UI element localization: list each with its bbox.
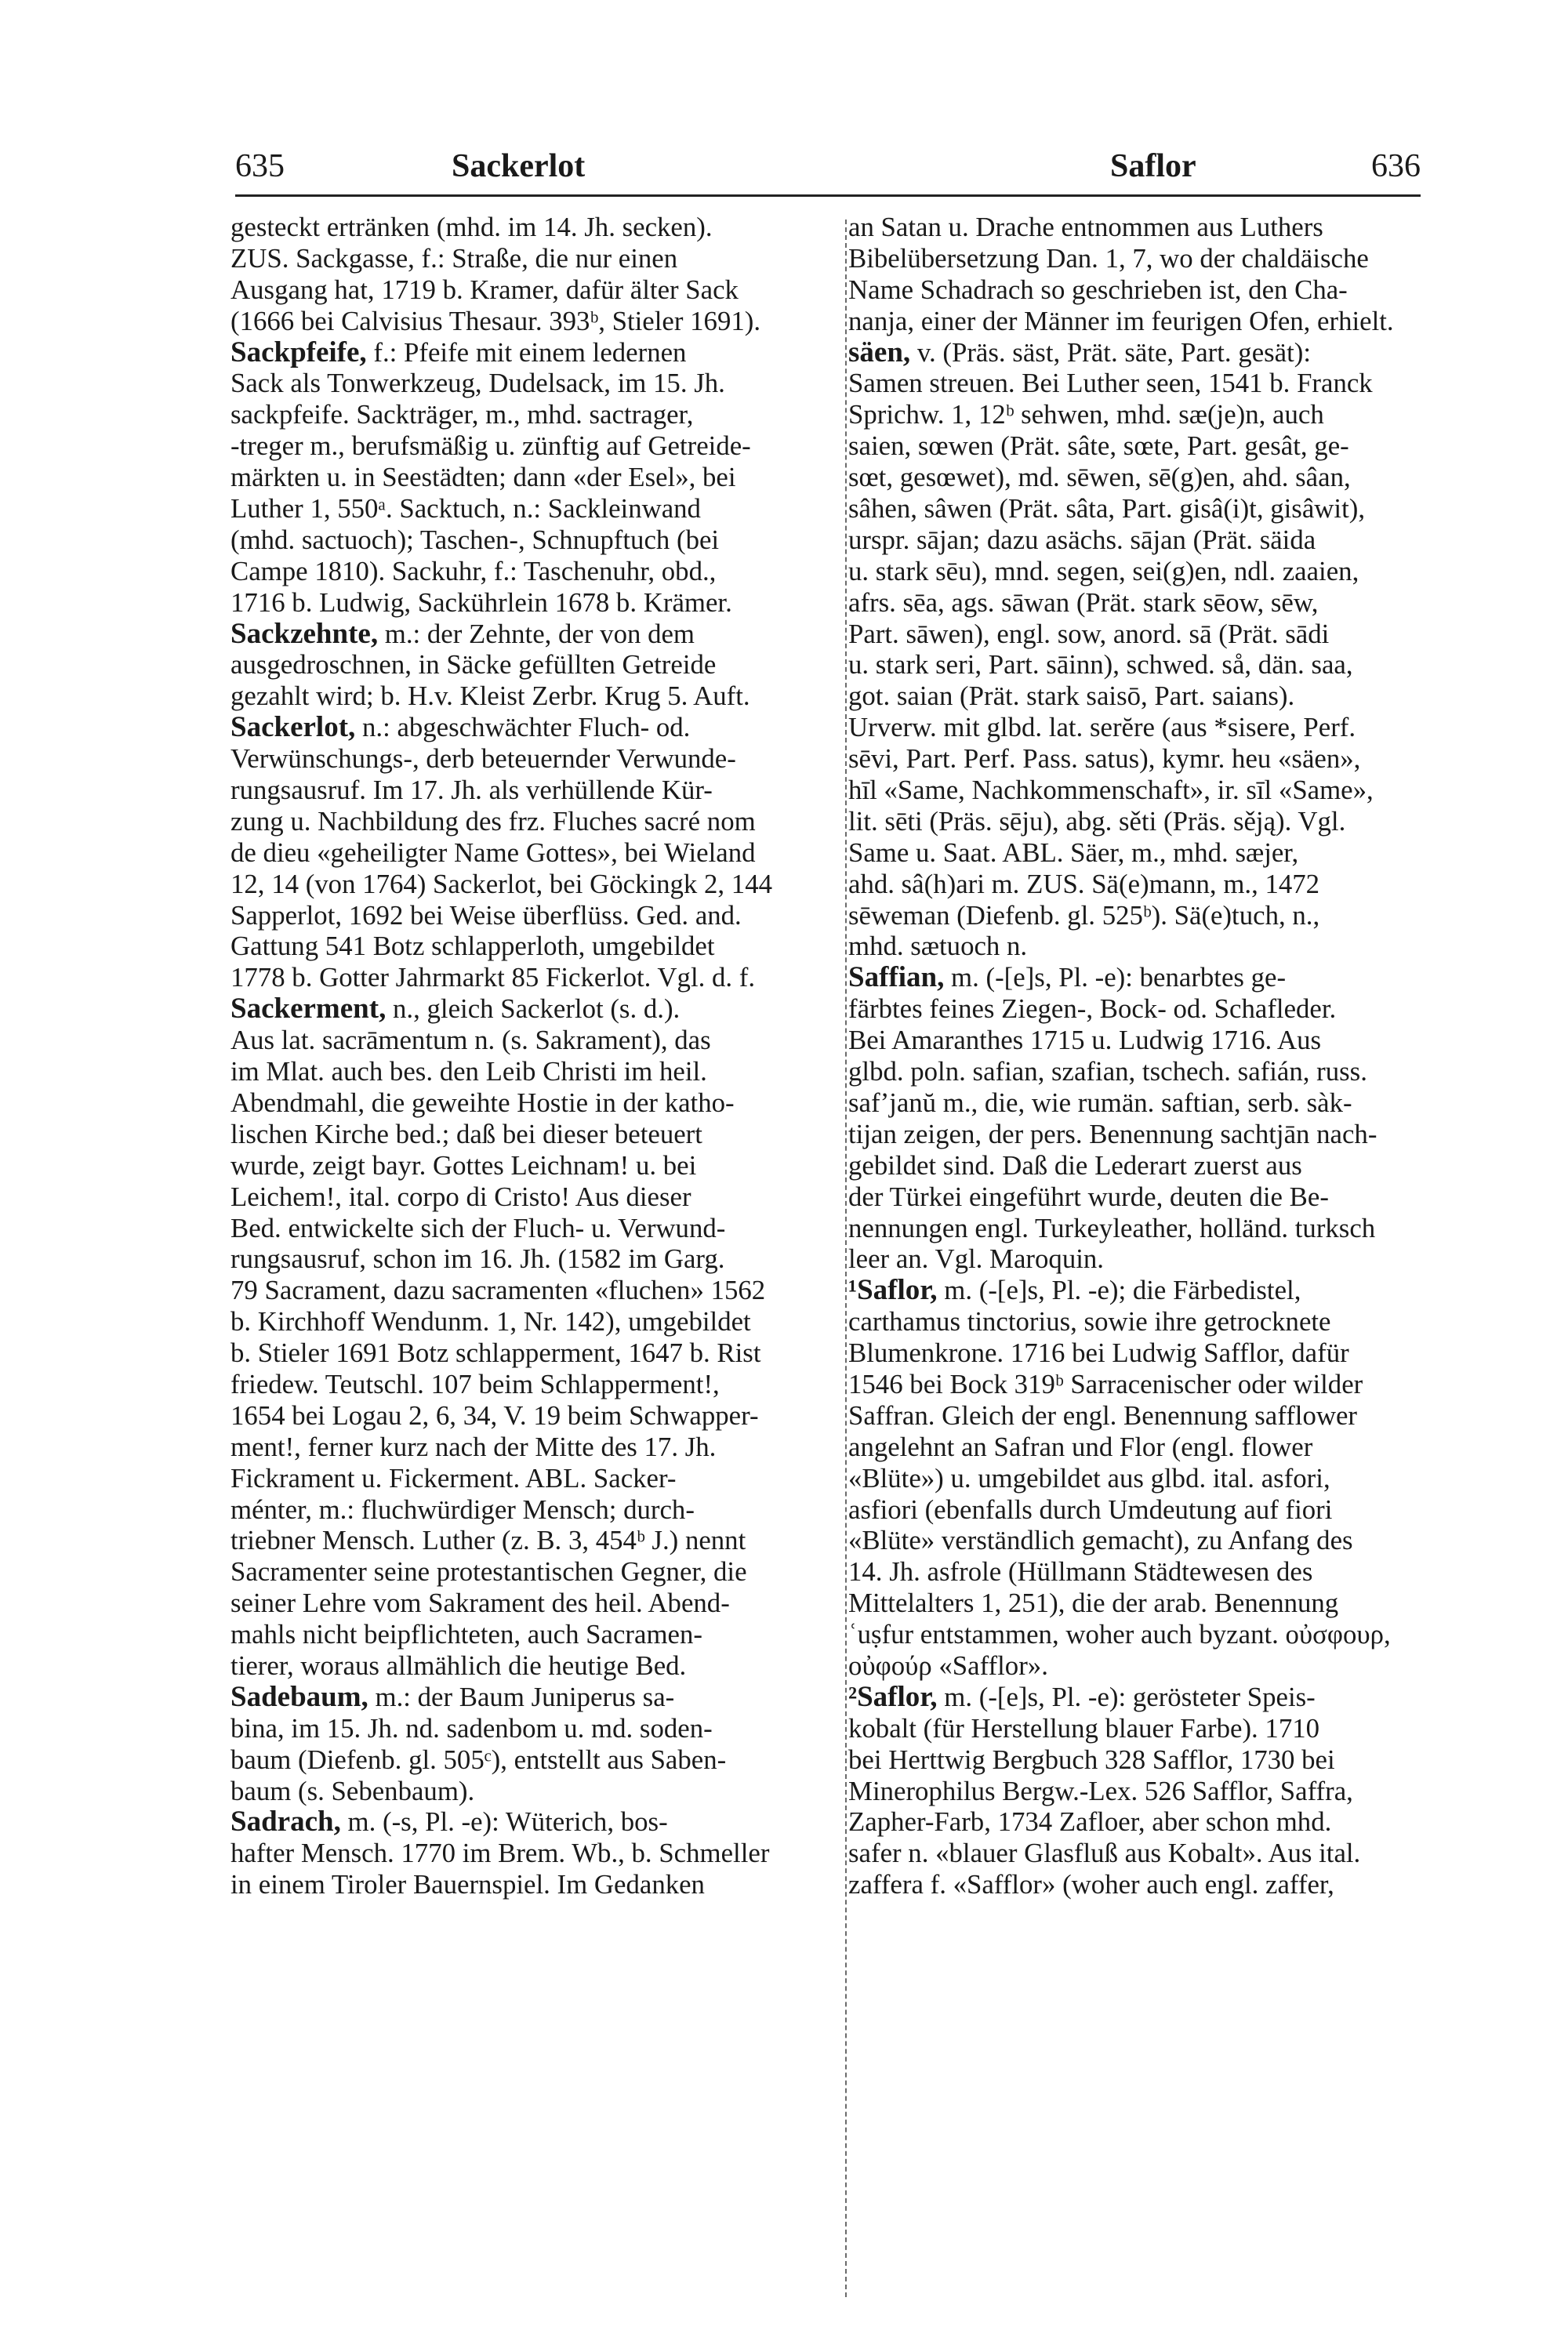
text-line: Luther 1, 550ᵃ. Sacktuch, n.: Sackleinwand [230,493,701,524]
text-line: carthamus tinctorius, sowie ihre getrocknete [848,1306,1331,1338]
text-line: zaffera f. «Safflor» (woher auch engl. zaffer, [848,1869,1334,1900]
text-line: hīl «Same, Nachkommenschaft», ir. sīl «Same», [848,775,1374,806]
running-header [235,147,1421,194]
text-line: färbtes feines Ziegen-, Bock- od. Schafleder. [848,993,1337,1025]
text-line: Aus lat. sacrāmentum n. (s. Sakrament), das [230,1025,711,1056]
text-line: Urverw. mit glbd. lat. serĕre (aus *sisere, Perf. [848,712,1356,743]
text-line: Ausgang hat, 1719 b. Kramer, dafür älter Sack [230,274,739,305]
text-line: gezahlt wird; b. H.v. Kleist Zerbr. Krug 5. Auft. [230,681,750,712]
text-line: ahd. sâ(h)ari m. ZUS. Sä(e)mann, m., 1472 [848,868,1320,899]
text-line: im Mlat. auch bes. den Leib Christi im heil. [230,1056,707,1087]
text-line: tijan zeigen, der pers. Benennung sachtjān nach- [848,1118,1377,1149]
text-line: Part. sāwen), engl. sow, anord. sā (Prät. sādi [848,618,1330,649]
text-line: säen, v. (Präs. säst, Prät. säte, Part. gesät): [848,336,1312,368]
text-line: baum (s. Sebenbaum). [230,1775,475,1806]
text-line: ¹Saflor, m. (-[e]s, Pl. -e); die Färbedistel, [848,1274,1301,1307]
text-line: u. stark sēu), mnd. segen, sei(g)en, ndl. zaaien, [848,555,1359,586]
text-line: 1778 b. Gotter Jahrmarkt 85 Fickerlot. Vgl. d. f. [230,962,756,993]
text-line: -treger m., berufsmäßig u. zünftig auf Getreide- [230,430,751,462]
text-line: Verwünschungs-, derb beteuernder Verwunde- [230,743,736,775]
left-column [230,212,844,2321]
text-line: tierer, woraus allmählich die heutige Bed. [230,1650,687,1681]
text-line: saien, sœwen (Prät. sâte, sœte, Part. gesât, ge- [848,430,1349,462]
text-line: rungsausruf, schon im 16. Jh. (1582 im Garg. [230,1243,725,1275]
text-line: Sackzehnte, m.: der Zehnte, der von dem [230,617,695,650]
header-rule [235,194,1421,197]
text-line: 79 Sacrament, dazu sacramenten «fluchen» 1562 [230,1275,766,1306]
text-line: afrs. sēa, ags. sāwan (Prät. stark sēow, sēw, [848,586,1319,618]
text-line: sēweman (Diefenb. gl. 525ᵇ). Sä(e)tuch, n., [848,899,1320,931]
text-line: kobalt (für Herstellung blauer Farbe). 1710 [848,1712,1320,1744]
text-line: de dieu «geheiligter Name Gottes», bei Wieland [230,837,756,868]
text-line: rungsausruf. Im 17. Jh. als verhüllende Kür- [230,775,713,806]
text-line: an Satan u. Drache entnommen aus Luthers [848,212,1323,242]
text-line: Sprichw. 1, 12ᵇ sehwen, mhd. sæ(je)n, auch [848,399,1324,430]
text-line: Sackpfeife, f.: Pfeife mit einem ledernen [230,336,687,368]
text-line: Zapher-Farb, 1734 Zafloer, aber schon mhd. [848,1806,1332,1838]
text-line: lit. sēti (Präs. sēju), abg. sěti (Präs. sěją). Vgl. [848,805,1346,837]
text-line: bei Herttwig Bergbuch 328 Safflor, 1730 bei [848,1744,1335,1775]
text-line: Saffian, m. (-[e]s, Pl. -e): benarbtes ge- [848,961,1287,994]
text-line: Bei Amaranthes 1715 u. Ludwig 1716. Aus [848,1025,1322,1056]
text-line: urspr. sājan; dazu asächs. sājan (Prät. säida [848,524,1316,555]
text-line: ʿuṣfur entstammen, woher auch byzant. οὐσφουρ, [848,1619,1391,1650]
text-line: 1546 bei Bock 319ᵇ Sarracenischer oder wilder [848,1368,1363,1399]
text-line: Sapperlot, 1692 bei Weise überflüss. Ged. and. [230,899,742,931]
text-line: (1666 bei Calvisius Thesaur. 393ᵇ, Stieler 1691). [230,305,761,336]
text-line: Sack als Tonwerkzeug, Dudelsack, im 15. Jh. [230,368,725,399]
text-line: angelehnt an Safran und Flor (engl. flower [848,1431,1313,1462]
text-line: b. Kirchhoff Wendunm. 1, Nr. 142), umgebildet [230,1306,751,1338]
guide-word-left: Sackerlot [452,148,586,184]
text-line: ausgedroschnen, in Säcke gefüllten Getreide [230,649,717,681]
text-line: Mittelalters 1, 251), die der arab. Benennung [848,1588,1339,1619]
text-line: sēvi, Part. Perf. Pass. satus), kymr. heu «säen», [848,743,1361,775]
text-line: Blumenkrone. 1716 bei Ludwig Safflor, dafür [848,1338,1349,1369]
text-line: ZUS. Sackgasse, f.: Straße, die nur einen [230,242,678,274]
text-line: Bibelübersetzung Dan. 1, 7, wo der chaldäische [848,242,1369,274]
text-line: mahls nicht beipflichteten, auch Sacramen- [230,1619,702,1650]
text-line: seiner Lehre vom Sakrament des heil. Abend- [230,1588,730,1619]
text-line: Minerophilus Bergw.-Lex. 526 Safflor, Saffra, [848,1775,1353,1806]
text-line: ²Saflor, m. (-[e]s, Pl. -e): gerösteter Speis- [848,1680,1316,1713]
text-line: Saffran. Gleich der engl. Benennung safflower [848,1399,1358,1431]
text-line: Campe 1810). Sackuhr, f.: Taschenuhr, obd., [230,555,717,586]
text-line: hafter Mensch. 1770 im Brem. Wb., b. Schmeller [230,1838,770,1869]
text-line: märkten u. in Seestädten; dann «der Esel», bei [230,462,736,493]
text-line: Sadebaum, m.: der Baum Juniperus sa- [230,1680,675,1713]
text-line: Fickrament u. Fickerment. ABL. Sacker- [230,1462,677,1494]
text-line: lischen Kirche bed.; daß bei dieser beteuert [230,1118,702,1149]
text-line: ment!, ferner kurz nach der Mitte des 17. Jh. [230,1431,717,1462]
text-line: sœt, gesœwet), md. sēwen, sē(g)en, ahd. sâan, [848,462,1351,493]
text-line: Leichem!, ital. corpo di Cristo! Aus dieser [230,1181,691,1212]
text-line: zung u. Nachbildung des frz. Fluches sacré nom [230,805,756,837]
text-line: gesteckt ertränken (mhd. im 14. Jh. secken). [230,212,713,242]
text-line: mhd. sætuoch n. [848,931,1028,962]
text-line: Bed. entwickelte sich der Fluch- u. Verwund- [230,1212,726,1243]
text-line: der Türkei eingeführt wurde, deuten die Be- [848,1181,1329,1212]
text-line: leer an. Vgl. Maroquin. [848,1243,1104,1275]
text-line: ménter, m.: fluchwürdiger Mensch; durch- [230,1494,695,1525]
page-number-right: 636 [1371,148,1421,184]
text-line: Samen streuen. Bei Luther seen, 1541 b. Franck [848,368,1373,399]
text-line: «Blüte» verständlich gemacht), zu Anfang des [848,1525,1353,1556]
text-line: Gattung 541 Botz schlapperloth, umgebildet [230,931,715,962]
text-line: Sacramenter seine protestantischen Gegner, die [230,1556,747,1588]
text-line: bina, im 15. Jh. nd. sadenbom u. md. soden- [230,1712,713,1744]
text-line: οὐφούρ «Safflor». [848,1650,1048,1681]
text-line: triebner Mensch. Luther (z. B. 3, 454ᵇ J.) nennt [230,1525,746,1556]
text-line: in einem Tiroler Bauernspiel. Im Gedanken [230,1869,705,1900]
page-number-left: 635 [235,148,285,184]
text-line: got. saian (Prät. stark saisō, Part. saians). [848,681,1295,712]
text-line: friedew. Teutschl. 107 beim Schlapperment!, [230,1368,720,1399]
text-line: nennungen engl. Turkeyleather, holländ. turksch [848,1212,1376,1243]
guide-word-right: Saflor [1110,148,1196,184]
text-line: baum (Diefenb. gl. 505ᶜ), entstellt aus Saben- [230,1744,727,1775]
text-line: Name Schadrach so geschrieben ist, den Cha- [848,274,1348,305]
text-line: b. Stieler 1691 Botz schlapperment, 1647 b. Rist [230,1338,761,1369]
text-line: (mhd. sactuoch); Taschen-, Schnupftuch (bei [230,524,720,555]
text-line: Sadrach, m. (-s, Pl. -e): Wüterich, bos- [230,1806,668,1838]
text-line: safer n. «blauer Glasfluß aus Kobalt». Aus ital. [848,1838,1361,1869]
text-line: 12, 14 (von 1764) Sackerlot, bei Göckingk 2, 144 [230,868,772,899]
text-line: glbd. poln. safian, szafian, tschech. safián, russ. [848,1056,1367,1087]
text-line: gebildet sind. Daß die Lederart zuerst aus [848,1149,1302,1181]
text-line: u. stark seri, Part. sāinn), schwed. så, dän. saa, [848,649,1353,681]
text-line: sâhen, sâwen (Prät. sâta, Part. gisâ(i)t, gisâwit), [848,493,1366,524]
text-line: 14. Jh. asfrole (Hüllmann Städtewesen des [848,1556,1313,1588]
text-line: Same u. Saat. ABL. Säer, m., mhd. sæjer, [848,837,1299,868]
text-line: wurde, zeigt bayr. Gottes Leichnam! u. bei [230,1149,697,1181]
text-line: sackpfeife. Sackträger, m., mhd. sactrager, [230,399,694,430]
text-line: 1654 bei Logau 2, 6, 34, V. 19 beim Schwapper- [230,1399,759,1431]
text-line: 1716 b. Ludwig, Sackührlein 1678 b. Krämer. [230,586,732,618]
text-line: Sackerment, n., gleich Sackerlot (s. d.). [230,993,681,1025]
column-divider [845,220,847,2297]
text-line: nanja, einer der Männer im feurigen Ofen, erhielt. [848,305,1394,336]
text-line: safʼjanŭ m., die, wie rumän. saftian, serb. sàk- [848,1087,1352,1118]
text-line: asfiori (ebenfalls durch Umdeutung auf fiori [848,1494,1333,1525]
text-line: Sackerlot, n.: abgeschwächter Fluch- od. [230,711,691,744]
text-line: Abendmahl, die geweihte Hostie in der katho- [230,1087,735,1118]
right-column [848,212,1461,2321]
text-line: «Blüte») u. umgebildet aus glbd. ital. asfori, [848,1462,1330,1494]
